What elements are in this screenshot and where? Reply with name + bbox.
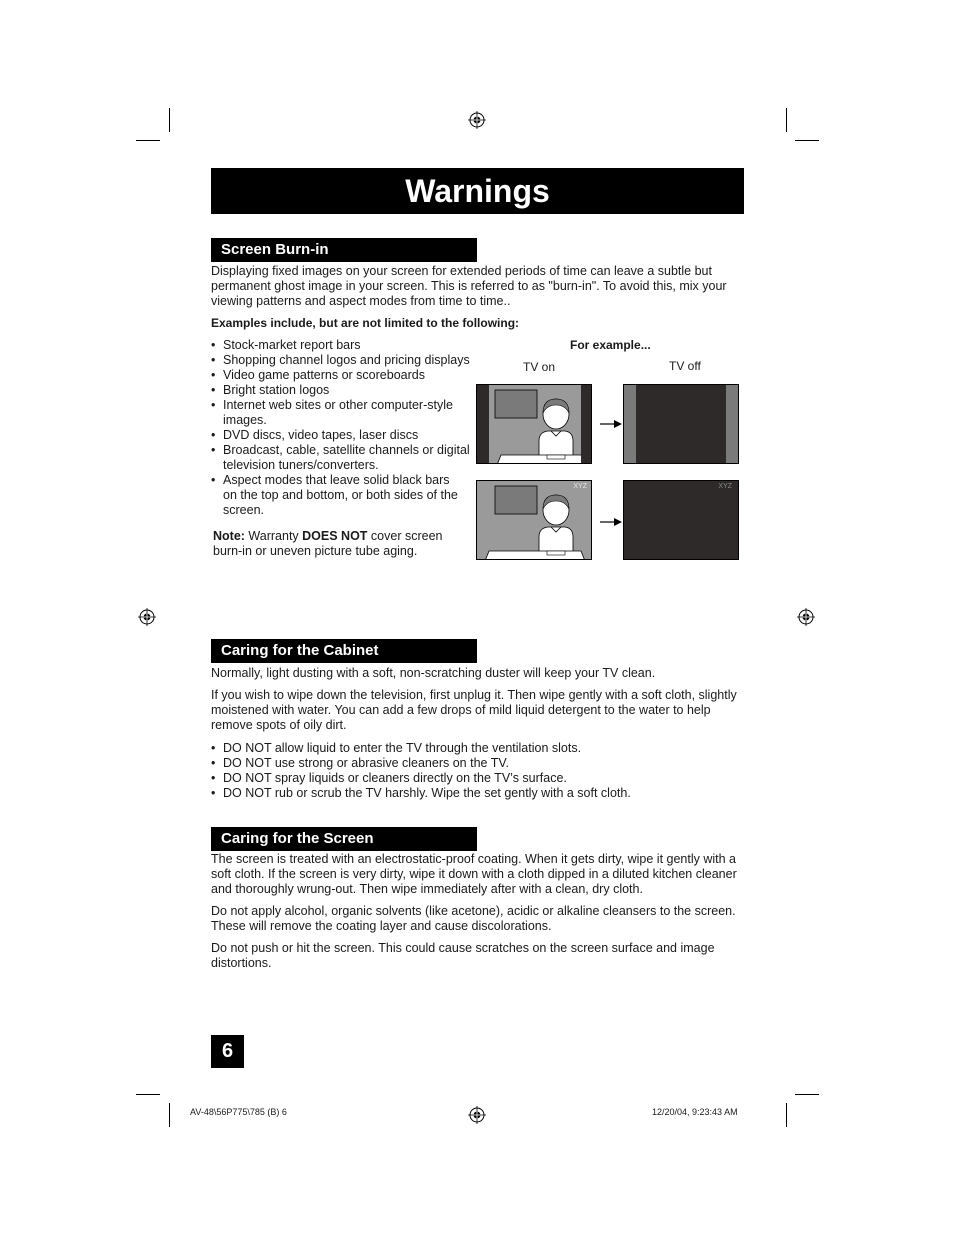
list-item: • Stock-market report bars — [211, 338, 473, 353]
list-item: • DO NOT rub or scrub the TV harshly. Wipe the set gently with a soft cloth. — [211, 786, 747, 801]
burn-in-examples-list — [211, 338, 473, 518]
list-item: • DO NOT use strong or abrasive cleaners on the TV. — [211, 756, 747, 771]
crop-mark — [169, 108, 170, 132]
crop-mark — [136, 140, 160, 141]
section-heading-caring-screen: Caring for the Screen — [211, 827, 477, 851]
station-logo: XYZ — [573, 483, 587, 490]
list-item: • Aspect modes that leave solid black bars on the top and bottom, or both sides of the screen. — [211, 473, 463, 518]
list-item: • DO NOT allow liquid to enter the TV through the ventilation slots. — [211, 741, 747, 756]
list-item: • DO NOT spray liquids or cleaners directly on the TV’s surface. — [211, 771, 747, 786]
registration-mark-icon — [468, 111, 486, 129]
burned-logo: XYZ — [718, 483, 732, 490]
list-item: • Bright station logos — [211, 383, 473, 398]
tv-on-with-logo — [476, 480, 592, 560]
footer-file-info: AV-48\56P775\785 (B) 6 — [190, 1107, 287, 1117]
newscaster-illustration — [477, 481, 592, 560]
warranty-note — [213, 529, 453, 559]
tv-on-pillarbox — [476, 384, 592, 464]
newscaster-illustration — [477, 385, 592, 464]
tv-off-label: TV off — [669, 359, 701, 373]
crop-mark — [786, 1103, 787, 1127]
note-text: cover screen burn-in or uneven picture tube aging. — [213, 529, 443, 558]
list-item: • DVD discs, video tapes, laser discs — [211, 428, 473, 443]
list-item: • Broadcast, cable, satellite channels or digital television tuners/converters. — [211, 443, 473, 473]
arrow-right-icon — [600, 418, 622, 430]
tv-off-burn-in-logo — [623, 480, 739, 560]
cabinet-p2: If you wish to wipe down the television, first unplug it. Then wipe gently with a soft cloth, slightly moistened with water. You can add a few drops of mild liquid detergent to the water to help remove spots of oily dirt. — [211, 688, 737, 732]
section-heading-caring-cabinet: Caring for the Cabinet — [211, 639, 477, 663]
crop-mark — [795, 140, 819, 141]
figure-caption: For example... — [570, 338, 651, 352]
list-item: • Shopping channel logos and pricing displays — [211, 353, 473, 368]
crop-mark — [169, 1103, 170, 1127]
cabinet-donts-list — [211, 741, 747, 801]
arrow-right-icon — [600, 516, 622, 528]
crop-mark — [786, 108, 787, 132]
section-heading-screen-burn-in: Screen Burn-in — [211, 238, 477, 262]
page-title: Warnings — [211, 168, 744, 214]
burn-in-intro: Displaying fixed images on your screen for extended periods of time can leave a subtle but permanent ghost image in your screen. This is referred to as "burn-in". To avoid this, mix your viewing patterns and aspect modes from time to time.. — [211, 264, 727, 308]
note-text: Warranty — [244, 529, 303, 543]
page-number: 6 — [211, 1035, 244, 1068]
screen-p2: Do not apply alcohol, organic solvents (like acetone), acidic or alkaline cleansers to the screen. These will remove the coating layer and cause discolorations. — [211, 904, 736, 933]
examples-heading: Examples include, but are not limited to the following: — [211, 316, 520, 330]
tv-off-burn-in-sides — [623, 384, 739, 464]
note-emphasis: DOES NOT — [302, 529, 368, 543]
screen-p1: The screen is treated with an electrostatic-proof coating. When it gets dirty, wipe it gently with a soft cloth. If the screen is very dirty, wipe it down with a cloth dipped in a diluted kitchen cleaner and thoroughly wrung-out. Then wipe immediately after with a clean, dry cloth. — [211, 852, 737, 896]
registration-mark-icon — [138, 608, 156, 626]
burned-side-bar — [624, 385, 636, 464]
screen-p3: Do not push or hit the screen. This could cause scratches on the screen surface and image distortions. — [211, 941, 715, 970]
crop-mark — [795, 1094, 819, 1095]
tv-on-label: TV on — [523, 360, 556, 374]
registration-mark-icon — [797, 608, 815, 626]
note-label: Note: — [213, 529, 245, 543]
list-item: • Internet web sites or other computer-style images. — [211, 398, 463, 428]
registration-mark-icon — [468, 1106, 486, 1124]
footer-timestamp: 12/20/04, 9:23:43 AM — [652, 1107, 738, 1117]
cabinet-p1: Normally, light dusting with a soft, non-scratching duster will keep your TV clean. — [211, 666, 656, 680]
list-item: • Video game patterns or scoreboards — [211, 368, 473, 383]
burned-side-bar — [726, 385, 738, 464]
crop-mark — [136, 1094, 160, 1095]
